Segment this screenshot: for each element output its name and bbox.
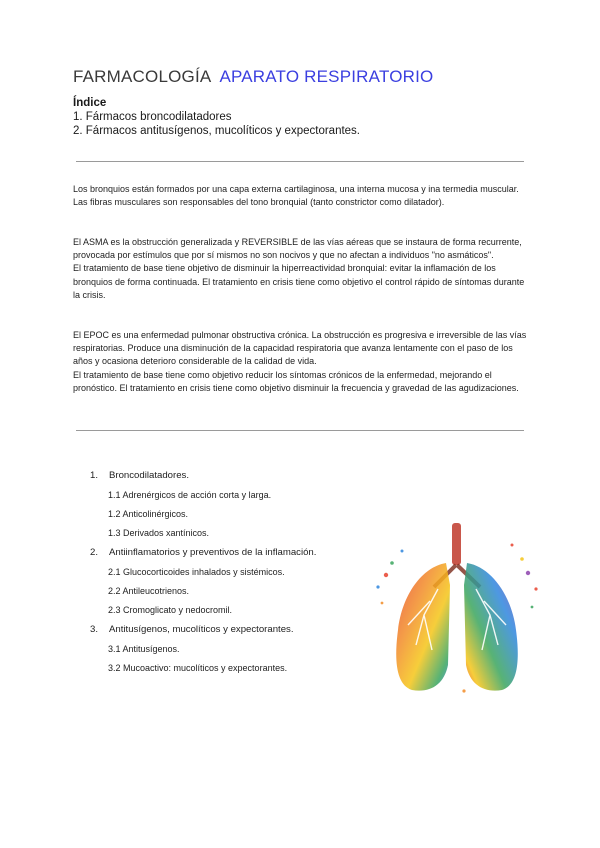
toc-item bbox=[90, 470, 340, 481]
toc-subitem: 2.3 Cromoglicato y nedocromil. bbox=[108, 605, 233, 615]
page-title bbox=[73, 67, 433, 87]
index-section bbox=[73, 96, 360, 138]
index-heading: Índice bbox=[73, 97, 107, 109]
paragraph-bronquios: Los bronquios están formados por una capa externa cartilaginosa, una interna mucosa y ina termedia muscular. Las fibras musculares son responsables del tono bronquial (tanto constrictor como dilatador). bbox=[73, 184, 519, 208]
lungs-watercolor-icon bbox=[372, 515, 542, 705]
asma-text bbox=[73, 236, 531, 302]
paragraph-asma-tratamiento: El tratamiento de base tiene objetivo de disminuir la hiperreactividad bronquial: evitar la inflamación de los bronquios de forma continuada. El tratamiento en crisis tiene como objetivo el control rápido de síntomas durante la crisis. bbox=[73, 263, 525, 300]
toc-label: Antitusígenos, mucolíticos y expectorantes. bbox=[109, 624, 294, 635]
toc-number: 1. bbox=[90, 470, 99, 481]
table-of-contents bbox=[90, 470, 340, 673]
toc-subitem: 2.2 Antileucotrienos. bbox=[108, 586, 190, 596]
toc-label: Broncodilatadores. bbox=[109, 470, 189, 481]
title-accent: APARATO RESPIRATORIO bbox=[219, 67, 434, 86]
toc-number: 3. bbox=[90, 624, 99, 635]
index-item: 1. Fármacos broncodilatadores bbox=[73, 111, 232, 123]
toc-subitem: 3.2 Mucoactivo: mucolíticos y expectorantes. bbox=[108, 663, 288, 673]
paragraph-asma: El ASMA es la obstrucción generalizada y REVERSIBLE de las vías aéreas que se instaura de forma recurrente, provocada por estímulos que por sí mismos no son nocivos y que no afectan a individuos "no asmáticos". bbox=[73, 237, 522, 261]
intro-text bbox=[73, 183, 531, 209]
epoc-text bbox=[73, 329, 531, 395]
divider bbox=[76, 430, 524, 431]
title-main: FARMACOLOGÍA bbox=[73, 67, 211, 86]
toc-number: 2. bbox=[90, 547, 99, 558]
toc-subitem: 1.2 Anticolinérgicos. bbox=[108, 509, 189, 519]
paragraph-epoc: El EPOC es una enfermedad pulmonar obstructiva crónica. La obstrucción es progresiva e irreversible de las vías respiratorias. Produce una disminución de la capacidad respiratoria que avanza lentamente con el paso de los años y ocasiona deterioro considerable de la calidad de vida. bbox=[73, 330, 527, 367]
toc-subitem: 1.3 Derivados xantínicos. bbox=[108, 528, 210, 538]
paragraph-epoc-tratamiento: El tratamiento de base tiene como objetivo reducir los síntomas crónicos de la enfermedad, mejorando el pronóstico. El tratamiento en crisis tiene como objetivo disminuir la frecuencia y gravedad de las agudizaciones. bbox=[73, 369, 519, 393]
toc-subitem: 2.1 Glucocorticoides inhalados y sistémicos. bbox=[108, 567, 285, 577]
index-item: 2. Fármacos antitusígenos, mucolíticos y expectorantes. bbox=[73, 125, 360, 137]
toc-label: Antiinflamatorios y preventivos de la inflamación. bbox=[109, 547, 317, 558]
toc-item bbox=[90, 624, 340, 635]
divider bbox=[76, 161, 524, 162]
toc-subitem: 1.1 Adrenérgicos de acción corta y larga. bbox=[108, 490, 272, 500]
toc-subitem: 3.1 Antitusígenos. bbox=[108, 644, 180, 654]
toc-item bbox=[90, 547, 340, 558]
